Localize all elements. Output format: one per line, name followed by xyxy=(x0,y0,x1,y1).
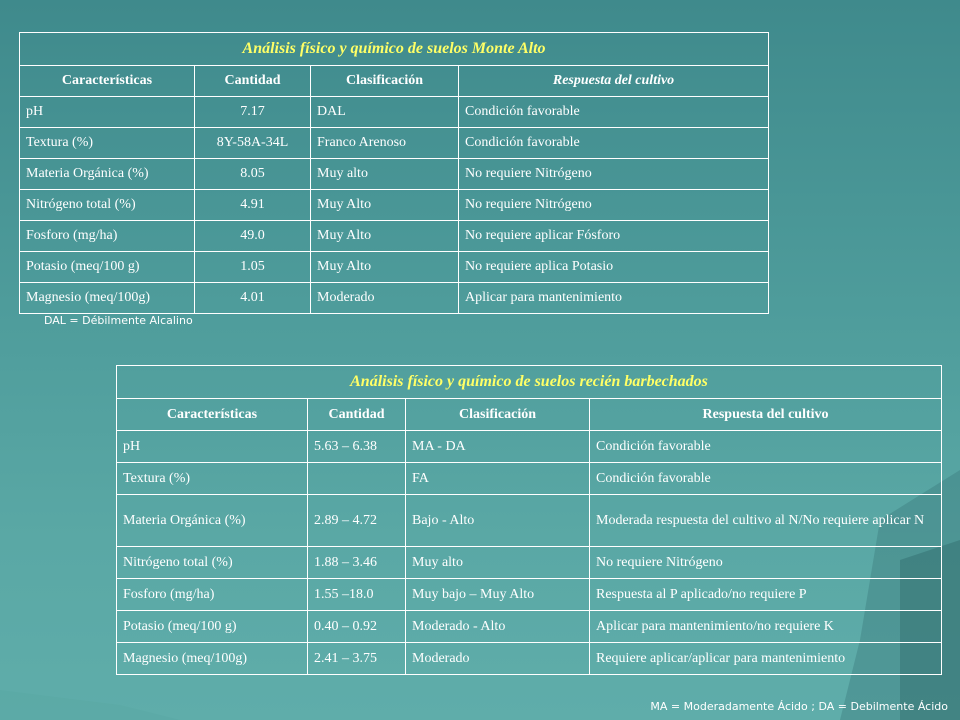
header-caracteristicas: Características xyxy=(20,66,195,97)
table-row xyxy=(20,97,769,128)
cell-clasificacion: Muy alto xyxy=(311,159,459,190)
cell-caracteristica: Nitrógeno total (%) xyxy=(20,190,195,221)
cell-respuesta: Condición favorable xyxy=(459,128,769,159)
cell-caracteristica: pH xyxy=(117,431,308,463)
cell-clasificacion: Bajo - Alto xyxy=(406,495,590,547)
table-title-row xyxy=(117,366,942,399)
table-row xyxy=(117,431,942,463)
table-row xyxy=(20,159,769,190)
cell-cantidad: 1.88 – 3.46 xyxy=(308,547,406,579)
cell-clasificacion: MA - DA xyxy=(406,431,590,463)
cell-cantidad: 2.89 – 4.72 xyxy=(308,495,406,547)
cell-respuesta: Requiere aplicar/aplicar para mantenimiento xyxy=(590,643,942,675)
table-title: Análisis físico y químico de suelos Monte Alto xyxy=(20,33,769,66)
table-row xyxy=(20,221,769,252)
cell-caracteristica: Materia Orgánica (%) xyxy=(20,159,195,190)
cell-clasificacion: DAL xyxy=(311,97,459,128)
cell-clasificacion: Moderado xyxy=(311,283,459,314)
cell-cantidad: 49.0 xyxy=(195,221,311,252)
cell-clasificacion: Muy alto xyxy=(406,547,590,579)
cell-cantidad: 0.40 – 0.92 xyxy=(308,611,406,643)
footnote-dal: DAL = Débilmente Alcalino xyxy=(44,314,193,327)
header-caracteristicas: Características xyxy=(117,399,308,431)
cell-clasificacion: FA xyxy=(406,463,590,495)
cell-respuesta: No requiere Nitrógeno xyxy=(459,190,769,221)
cell-cantidad: 4.91 xyxy=(195,190,311,221)
cell-respuesta: Condición favorable xyxy=(459,97,769,128)
cell-caracteristica: Nitrógeno total (%) xyxy=(117,547,308,579)
cell-cantidad: 8.05 xyxy=(195,159,311,190)
barbechados-table xyxy=(116,365,942,675)
cell-respuesta: No requiere aplica Potasio xyxy=(459,252,769,283)
table-row xyxy=(117,463,942,495)
table-row xyxy=(117,579,942,611)
header-row xyxy=(20,66,769,97)
table-row xyxy=(117,611,942,643)
cell-respuesta: No requiere Nitrógeno xyxy=(459,159,769,190)
monte-alto-table xyxy=(19,32,769,314)
cell-respuesta: No requiere Nitrógeno xyxy=(590,547,942,579)
cell-caracteristica: Materia Orgánica (%) xyxy=(117,495,308,547)
header-clasificacion: Clasificación xyxy=(406,399,590,431)
cell-caracteristica: Textura (%) xyxy=(117,463,308,495)
cell-caracteristica: Magnesio (meq/100g) xyxy=(117,643,308,675)
cell-respuesta: Condición favorable xyxy=(590,431,942,463)
table-row xyxy=(117,643,942,675)
table-title: Análisis físico y químico de suelos recién barbechados xyxy=(117,366,942,399)
table-row xyxy=(117,495,942,547)
cell-caracteristica: Fosforo (mg/ha) xyxy=(117,579,308,611)
header-respuesta: Respuesta del cultivo xyxy=(590,399,942,431)
header-row xyxy=(117,399,942,431)
header-respuesta: Respuesta del cultivo xyxy=(459,66,769,97)
table-row xyxy=(20,252,769,283)
cell-clasificacion: Muy bajo – Muy Alto xyxy=(406,579,590,611)
table-row xyxy=(20,128,769,159)
cell-clasificacion: Moderado - Alto xyxy=(406,611,590,643)
footnote-ma-da: MA = Moderadamente Ácido ; DA = Debilmente Ácido xyxy=(650,700,948,713)
cell-respuesta: Aplicar para mantenimiento xyxy=(459,283,769,314)
cell-clasificacion: Muy Alto xyxy=(311,221,459,252)
cell-cantidad: 7.17 xyxy=(195,97,311,128)
cell-cantidad: 5.63 – 6.38 xyxy=(308,431,406,463)
table-row xyxy=(117,547,942,579)
table-row xyxy=(20,283,769,314)
cell-cantidad: 1.05 xyxy=(195,252,311,283)
cell-caracteristica: Magnesio (meq/100g) xyxy=(20,283,195,314)
table-row xyxy=(20,190,769,221)
cell-clasificacion: Franco Arenoso xyxy=(311,128,459,159)
cell-cantidad: 8Y-58A-34L xyxy=(195,128,311,159)
cell-caracteristica: pH xyxy=(20,97,195,128)
cell-respuesta: Condición favorable xyxy=(590,463,942,495)
cell-cantidad: 1.55 –18.0 xyxy=(308,579,406,611)
cell-cantidad: 2.41 – 3.75 xyxy=(308,643,406,675)
cell-respuesta: Aplicar para mantenimiento/no requiere K xyxy=(590,611,942,643)
table-title-row xyxy=(20,33,769,66)
cell-clasificacion: Moderado xyxy=(406,643,590,675)
cell-caracteristica: Textura (%) xyxy=(20,128,195,159)
header-clasificacion: Clasificación xyxy=(311,66,459,97)
cell-clasificacion: Muy Alto xyxy=(311,252,459,283)
cell-cantidad: 4.01 xyxy=(195,283,311,314)
cell-respuesta: Respuesta al P aplicado/no requiere P xyxy=(590,579,942,611)
header-cantidad: Cantidad xyxy=(308,399,406,431)
cell-cantidad xyxy=(308,463,406,495)
cell-caracteristica: Fosforo (mg/ha) xyxy=(20,221,195,252)
cell-caracteristica: Potasio (meq/100 g) xyxy=(117,611,308,643)
cell-clasificacion: Muy Alto xyxy=(311,190,459,221)
header-cantidad: Cantidad xyxy=(195,66,311,97)
cell-caracteristica: Potasio (meq/100 g) xyxy=(20,252,195,283)
cell-respuesta: No requiere aplicar Fósforo xyxy=(459,221,769,252)
cell-respuesta: Moderada respuesta del cultivo al N/No requiere aplicar N xyxy=(590,495,942,547)
